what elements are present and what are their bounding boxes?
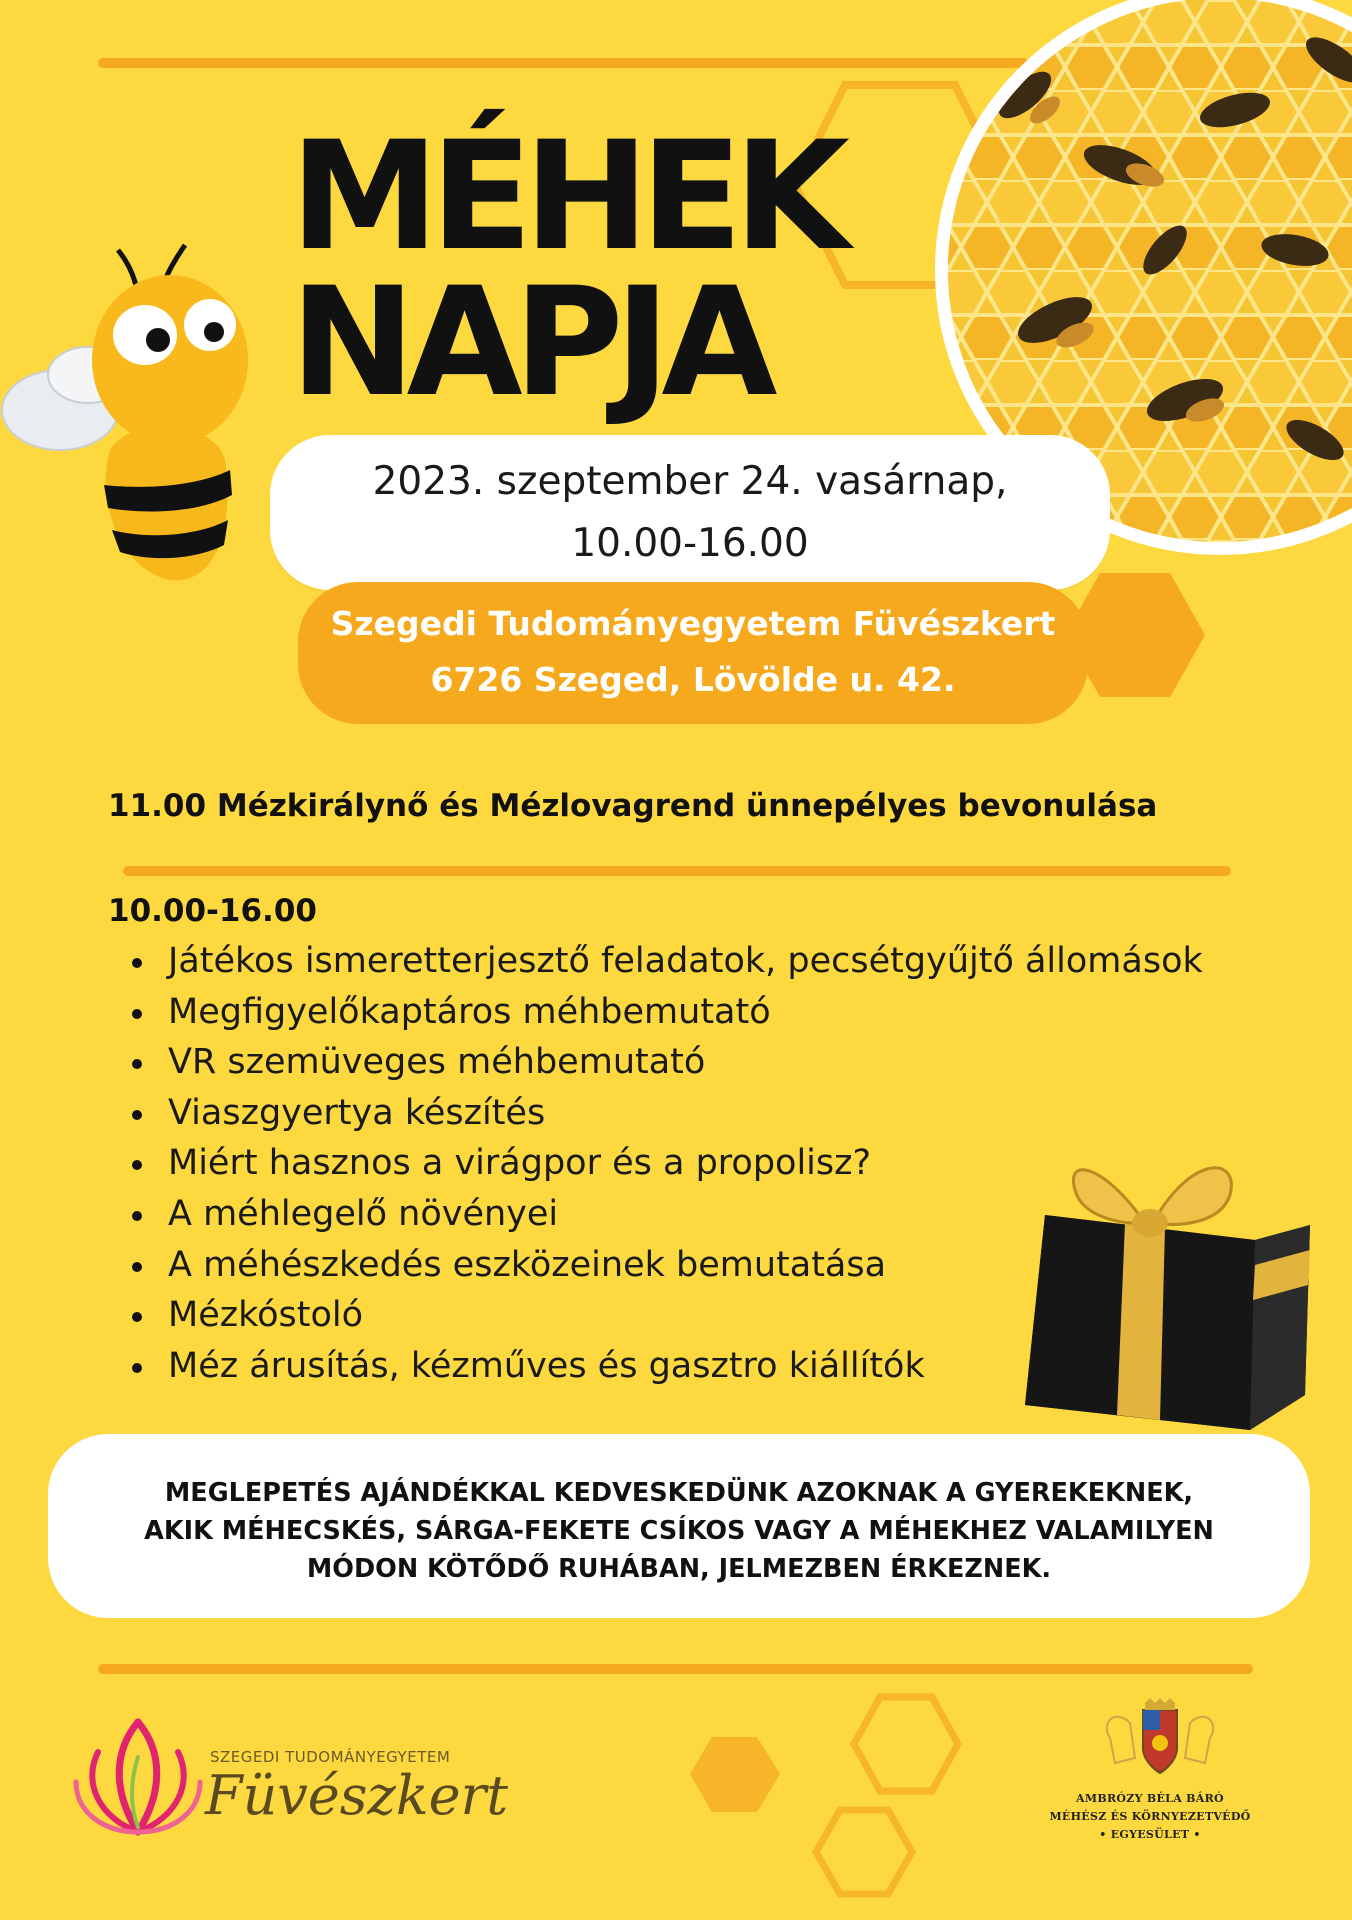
middle-divider bbox=[123, 866, 1231, 876]
list-item: Játékos ismeretterjesztő feladatok, pecsétgyűjtő állomások bbox=[130, 936, 1203, 987]
venue-pill bbox=[298, 582, 1088, 724]
left-logo-script: Füvészkert bbox=[205, 1764, 509, 1827]
bee-mascot-icon bbox=[0, 240, 260, 600]
top-divider bbox=[98, 58, 1028, 68]
list-item: Miért hasznos a virágpor és a propolisz? bbox=[130, 1138, 1203, 1189]
list-item: Mézkóstoló bbox=[130, 1290, 1203, 1341]
flower-logo-icon bbox=[68, 1712, 208, 1842]
hexagon-decoration bbox=[680, 1682, 980, 1920]
list-item: A méhészkedés eszközeinek bemutatása bbox=[130, 1240, 1203, 1291]
date-box bbox=[270, 435, 1110, 590]
venue-name: Szegedi Tudományegyetem Füvészkert bbox=[330, 604, 1056, 643]
right-logo-line-2: MÉHÉSZ ÉS KÖRNYEZETVÉDŐ bbox=[1049, 1810, 1251, 1823]
coat-of-arms-icon bbox=[1095, 1698, 1225, 1778]
notice-line: MÓDON KÖTŐDŐ RUHÁBAN, JELMEZBEN ÉRKEZNEK. bbox=[306, 1554, 1052, 1584]
list-item: Viaszgyertya készítés bbox=[130, 1088, 1203, 1139]
title-line-2: NAPJA bbox=[290, 256, 769, 430]
list-item: A méhlegelő növényei bbox=[130, 1189, 1203, 1240]
event-date: 2023. szeptember 24. vasárnap, bbox=[372, 459, 1008, 504]
bottom-divider bbox=[98, 1664, 1253, 1674]
right-logo-line-3: • EGYESÜLET • bbox=[1099, 1828, 1201, 1841]
list-item: Megfigyelőkaptáros méhbemutató bbox=[130, 987, 1203, 1038]
notice-text bbox=[48, 1434, 1310, 1588]
notice-box bbox=[48, 1434, 1310, 1618]
left-logo-top: SZEGEDI TUDOMÁNYEGYETEM bbox=[210, 1748, 451, 1766]
program-time: 10.00-16.00 bbox=[108, 893, 317, 929]
venue-address: 6726 Szeged, Lövölde u. 42. bbox=[430, 660, 956, 699]
event-hours: 10.00-16.00 bbox=[571, 521, 809, 566]
right-logo-line-1: AMBRÓZY BÉLA BÁRÓ bbox=[1076, 1792, 1224, 1805]
list-item: Méz árusítás, kézműves és gasztro kiállítók bbox=[130, 1341, 1203, 1392]
notice-line: MEGLEPETÉS AJÁNDÉKKAL KEDVESKEDÜNK AZOKNAK A GYEREKEKNEK, bbox=[164, 1478, 1194, 1508]
list-item: VR szemüveges méhbemutató bbox=[130, 1037, 1203, 1088]
notice-line: AKIK MÉHECSKÉS, SÁRGA-FEKETE CSÍKOS VAGY A MÉHEKHEZ VALAMILYEN bbox=[144, 1516, 1214, 1546]
gift-box-icon bbox=[1005, 1145, 1325, 1435]
highlight-event: 11.00 Mézkirálynő és Mézlovagrend ünnepélyes bevonulása bbox=[108, 788, 1158, 824]
title-line-1: MÉHEK bbox=[290, 110, 841, 284]
